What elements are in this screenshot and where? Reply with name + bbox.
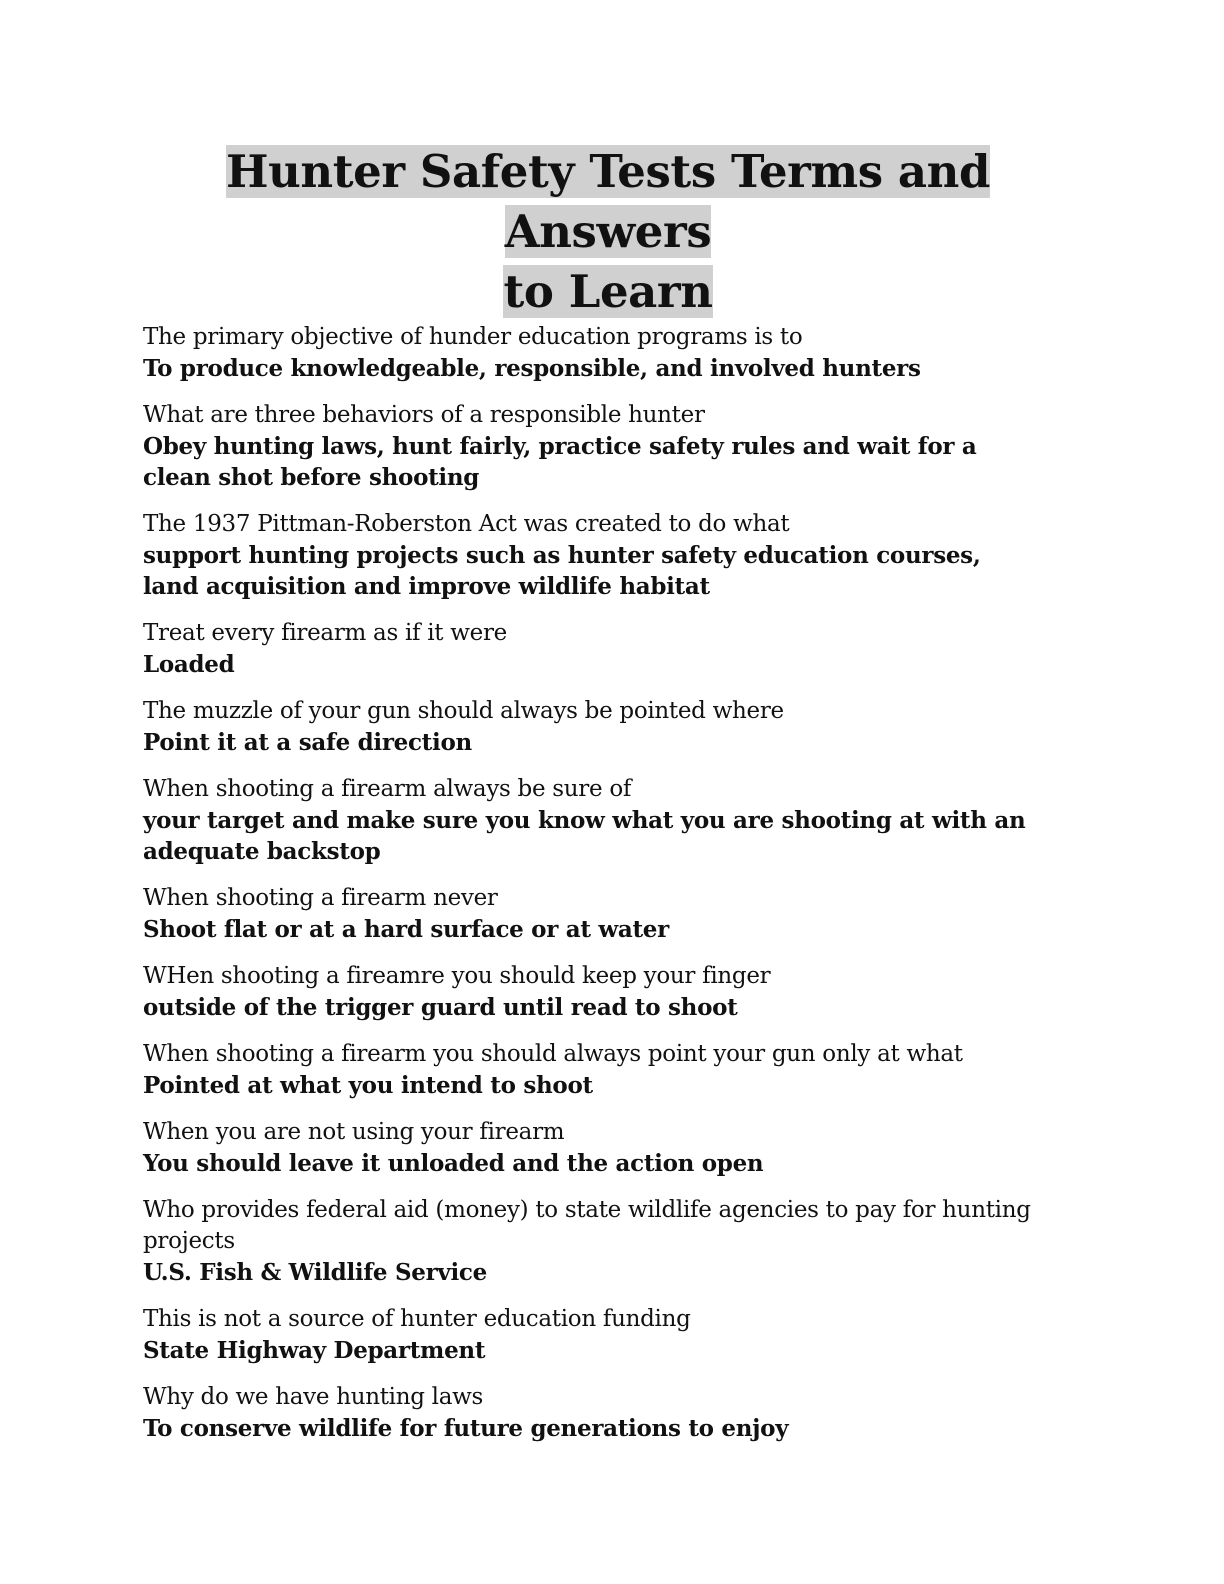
question-text: WHen shooting a fireamre you should keep your finger	[143, 963, 771, 989]
title-line-2: to Learn	[503, 265, 713, 318]
title-line-1: Hunter Safety Tests Terms and Answers	[225, 145, 991, 258]
qa-item-9	[143, 1039, 1073, 1101]
qa-item-2	[143, 400, 1073, 493]
qa-item-7	[143, 883, 1073, 945]
answer-text: Loaded	[143, 651, 235, 678]
answer-text: support hunting projects such as hunter safety education courses, land acquisition and improve wildlife habitat	[143, 542, 981, 600]
answer-text: Point it at a safe direction	[143, 729, 472, 756]
answer-text: State Highway Department	[143, 1337, 486, 1364]
question-text: This is not a source of hunter education funding	[143, 1306, 691, 1332]
answer-text: U.S. Fish & Wildlife Service	[143, 1259, 487, 1286]
answer-text: Shoot flat or at a hard surface or at water	[143, 916, 669, 943]
question-text: Why do we have hunting laws	[143, 1384, 484, 1410]
qa-item-13	[143, 1382, 1073, 1444]
question-text: Who provides federal aid (money) to state wildlife agencies to pay for hunting projects	[143, 1197, 1031, 1254]
question-text: What are three behaviors of a responsible hunter	[143, 402, 705, 428]
qa-item-5	[143, 696, 1073, 758]
document-page	[143, 142, 1073, 1444]
qa-item-12	[143, 1304, 1073, 1366]
qa-item-8	[143, 961, 1073, 1023]
question-text: When shooting a firearm you should always point your gun only at what	[143, 1041, 963, 1067]
answer-text: To produce knowledgeable, responsible, and involved hunters	[143, 355, 921, 382]
qa-item-4	[143, 618, 1073, 680]
qa-item-6	[143, 774, 1073, 867]
answer-text: outside of the trigger guard until read to shoot	[143, 994, 738, 1021]
answer-text: Pointed at what you intend to shoot	[143, 1072, 593, 1099]
qa-item-11	[143, 1195, 1073, 1288]
question-text: Treat every firearm as if it were	[143, 620, 507, 646]
question-text: The 1937 Pittman-Roberston Act was created to do what	[143, 511, 790, 537]
question-text: The primary objective of hunder education programs is to	[143, 324, 803, 350]
qa-item-1	[143, 322, 1073, 384]
answer-text: Obey hunting laws, hunt fairly, practice safety rules and wait for a clean shot before shooting	[143, 433, 977, 491]
question-text: The muzzle of your gun should always be pointed where	[143, 698, 784, 724]
qa-item-10	[143, 1117, 1073, 1179]
question-text: When you are not using your firearm	[143, 1119, 565, 1145]
question-text: When shooting a firearm never	[143, 885, 498, 911]
answer-text: To conserve wildlife for future generations to enjoy	[143, 1415, 789, 1442]
answer-text: your target and make sure you know what you are shooting at with an adequate backstop	[143, 807, 1026, 865]
answer-text: You should leave it unloaded and the action open	[143, 1150, 764, 1177]
qa-item-3	[143, 509, 1073, 602]
question-text: When shooting a firearm always be sure of	[143, 776, 632, 802]
page-title	[143, 142, 1073, 322]
